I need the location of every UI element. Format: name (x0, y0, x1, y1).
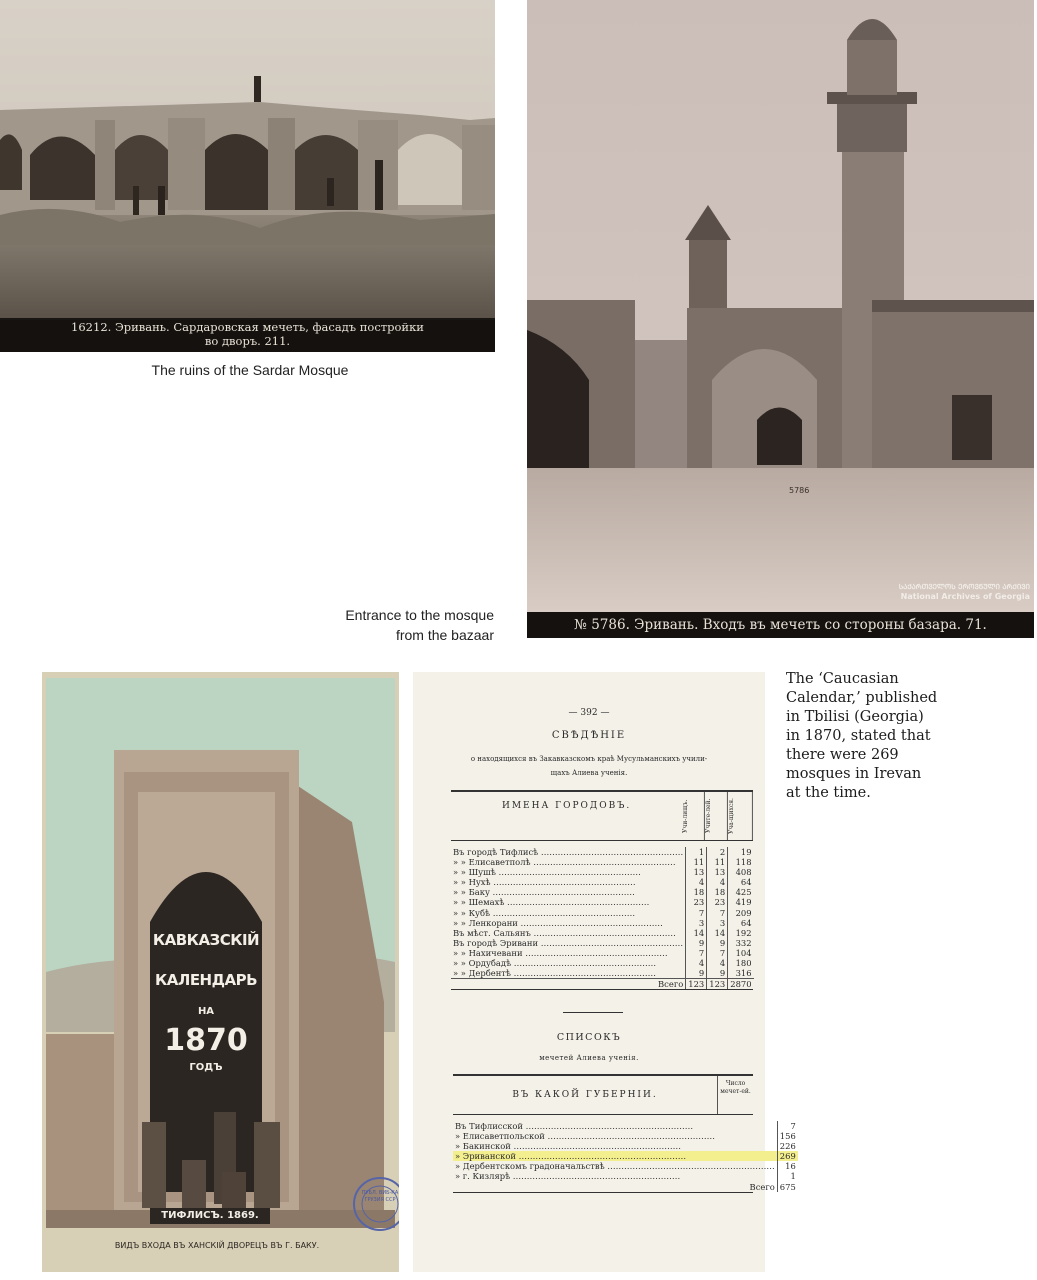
table-row (451, 938, 754, 948)
row-teachers: 18 (707, 887, 728, 897)
table-row (451, 897, 754, 907)
cover-bottom-line: ВИДЪ ВХОДА ВЪ ХАНСКІЙ ДВОРЕЦЪ ВЪ Г. БАКУ. (114, 1241, 320, 1250)
row-label: Въ мѣст. Сальянъ …………………………………………… (453, 927, 676, 938)
row-students: 332 (728, 938, 754, 948)
calendar-cover (42, 672, 399, 1272)
cover-year: 1870 (164, 1023, 248, 1058)
table-row (451, 968, 754, 979)
row-schools: 1 (686, 847, 707, 857)
table-row (451, 847, 754, 857)
table-row (453, 1151, 798, 1161)
row-students: 64 (728, 918, 754, 928)
table-row (453, 1121, 798, 1131)
row-mosque-count: 1 (777, 1171, 798, 1181)
table-row (453, 1171, 798, 1181)
row-label: » » Ленкорани …………………………………………… (453, 917, 663, 928)
schools-header-col3: Уча-щихся. (728, 792, 753, 840)
row-label: » » Кубѣ …………………………………………… (453, 907, 636, 918)
cover-place: ТИФЛИСЪ. 1869. (150, 1208, 270, 1224)
row-schools: 4 (686, 877, 707, 887)
schools-table (451, 790, 753, 990)
row-label: » » Нахичевани …………………………………………… (453, 947, 668, 958)
table-row (451, 877, 754, 887)
row-schools: 7 (686, 908, 707, 918)
bazaar-entrance-image (527, 0, 1034, 638)
row-label: » » Елисаветполѣ …………………………………………… (453, 857, 676, 868)
row-students: 118 (728, 857, 754, 867)
schools-table-body (451, 847, 754, 989)
row-schools: 18 (686, 887, 707, 897)
sardar-mosque-image (0, 0, 495, 352)
row-students: 419 (728, 897, 754, 907)
watermark-line2: National Archives of Georgia (900, 592, 1030, 601)
cover-title-line2: КАЛЕНДАРЬ (154, 971, 258, 989)
row-label: » » Шемахѣ …………………………………………… (453, 897, 650, 908)
note-line: there were 269 (786, 747, 899, 763)
schools-table-header (451, 792, 753, 841)
row-label: » Бакинской …………………………………………………… (455, 1141, 682, 1152)
note-line: in Tbilisi (Georgia) (786, 709, 924, 725)
sardar-photo-strip (0, 318, 495, 352)
bazaar-caption-line2: from the bazaar (395, 627, 494, 643)
sardar-caption: The ruins of the Sardar Mosque (151, 362, 349, 378)
table-row (451, 908, 754, 918)
note-line: in 1870, stated that (786, 728, 931, 744)
library-stamp: ПУБЛ. ВИБ-КА ГРУЗИЯ ССР (361, 1190, 399, 1203)
row-mosque-count: 156 (777, 1131, 798, 1141)
row-schools: 3 (686, 918, 707, 928)
row-mosque-count: 269 (777, 1151, 798, 1161)
bazaar-caption (300, 605, 494, 645)
schools-header-name: ИМЕНА ГОРОДОВЪ. (501, 801, 632, 811)
row-mosque-count: 16 (777, 1161, 798, 1171)
row-schools: 9 (686, 968, 707, 979)
mosques-table (453, 1074, 796, 1193)
row-teachers: 9 (707, 968, 728, 979)
row-schools: 23 (686, 897, 707, 907)
cover-title (150, 920, 262, 1078)
row-label: » Эриванской …………………………………………………… (455, 1151, 687, 1162)
watermark-line1: ᲡᲐᲥᲐᲠᲗᲕᲔᲚᲝᲡ ᲔᲠᲝᲕᲜᲣᲚᲘ ᲐᲠᲥᲘᲕᲘ (898, 583, 1030, 591)
separator-rule (563, 1012, 623, 1013)
row-schools: 11 (686, 857, 707, 867)
row-teachers: 14 (707, 928, 728, 938)
row-teachers: 123 (707, 979, 728, 990)
calendar-page-scan (413, 672, 796, 1272)
table-row (453, 1182, 798, 1192)
table-row (451, 887, 754, 897)
row-students: 19 (728, 847, 754, 857)
row-students: 2870 (728, 979, 754, 990)
row-teachers: 2 (707, 847, 728, 857)
row-teachers: 7 (707, 908, 728, 918)
row-label: Всего (658, 979, 684, 990)
schools-header-col1: Учи-лищъ. (682, 792, 705, 840)
row-label: » » Баку …………………………………………… (453, 887, 635, 898)
row-label: » » Шушѣ …………………………………………… (453, 867, 641, 878)
sardar-mosque-photo (0, 0, 495, 352)
table-row (453, 1131, 798, 1141)
table-row (451, 857, 754, 867)
subheading1-line1: о находящихся въ Закавказскомъ краѣ Мусульманскихъ учили- (470, 755, 708, 763)
table-row (451, 918, 754, 928)
negative-mark: 5786 (789, 486, 810, 495)
row-label: Въ Тифлисской …………………………………………………… (455, 1121, 694, 1131)
subheading-spisok: мечетей Алиева ученія. (539, 1054, 639, 1062)
row-teachers: 7 (707, 948, 728, 958)
row-teachers: 23 (707, 897, 728, 907)
note-line: Calendar,’ published (786, 690, 938, 706)
row-teachers: 11 (707, 857, 728, 867)
row-mosque-count: 226 (777, 1141, 798, 1151)
note-line: mosques in Irevan (786, 766, 922, 782)
table-row (453, 1141, 798, 1151)
cover-na: НА (197, 1006, 215, 1017)
row-label: » » Ордубадѣ …………………………………………… (453, 958, 657, 969)
row-label: Всего (749, 1181, 775, 1192)
bazaar-entrance-photo (527, 0, 1034, 638)
table-row (451, 948, 754, 958)
row-teachers: 9 (707, 938, 728, 948)
row-schools: 4 (686, 958, 707, 968)
note-line: The ‘Caucasian (786, 671, 899, 687)
mosques-header-name: ВЪ КАКОЙ ГУБЕРНІИ. (512, 1090, 658, 1100)
row-label: Въ городѣ Тифлисѣ …………………………………………… (453, 847, 684, 857)
row-teachers: 4 (707, 958, 728, 968)
table-row (453, 1161, 798, 1171)
strip-text-line2: во дворъ. 211. (204, 334, 291, 348)
archive-watermark (899, 582, 1030, 602)
row-students: 425 (728, 887, 754, 897)
row-students: 408 (728, 867, 754, 877)
row-schools: 14 (686, 928, 707, 938)
cover-title-line1: КАВКАЗСКІЙ (152, 931, 260, 949)
row-teachers: 4 (707, 877, 728, 887)
mosques-table-header (453, 1076, 753, 1115)
subheading1-line2: щахъ Алиева ученія. (550, 769, 628, 777)
row-label: » Елисаветпольской …………………………………………………… (455, 1131, 716, 1142)
row-teachers: 13 (707, 867, 728, 877)
row-schools: 123 (686, 979, 707, 990)
bazaar-photo-strip: № 5786. Эривань. Входъ въ мечеть со стороны базара. 71. (527, 612, 1034, 638)
mosques-header-col: Число мечет-ей. (717, 1076, 753, 1114)
row-mosque-count: 675 (777, 1182, 798, 1192)
row-teachers: 3 (707, 918, 728, 928)
cover-god: ГОДЪ (189, 1062, 223, 1073)
row-label: » » Дербентѣ …………………………………………… (453, 968, 656, 979)
row-schools: 13 (686, 867, 707, 877)
mosques-table-body (453, 1121, 798, 1192)
row-students: 209 (728, 908, 754, 918)
subheading-svedenie (433, 752, 745, 780)
heading-svedenie: СВѢДѢНІЕ (551, 730, 627, 741)
page-number: — 392 — (568, 708, 610, 718)
table-row (451, 958, 754, 968)
row-students: 192 (728, 928, 754, 938)
note-line: at the time. (786, 785, 871, 801)
row-label: » Дербентскомъ градоначальствѣ …………………………………………………… (455, 1161, 775, 1172)
strip-text-line1: 16212. Эривань. Сардаровская мечеть, фасадъ постройки (71, 320, 424, 334)
row-students: 180 (728, 958, 754, 968)
bazaar-caption-line1: Entrance to the mosque (345, 607, 494, 623)
row-label: » г. Кизлярѣ …………………………………………………… (455, 1171, 681, 1182)
table-row (451, 979, 754, 990)
calendar-note (786, 670, 986, 803)
table-row (451, 867, 754, 877)
row-mosque-count: 7 (777, 1121, 798, 1131)
row-schools: 9 (686, 938, 707, 948)
row-students: 316 (728, 968, 754, 979)
schools-header-col2: Учите-лей. (705, 792, 728, 840)
row-schools: 7 (686, 948, 707, 958)
row-students: 104 (728, 948, 754, 958)
table-row (451, 928, 754, 938)
row-label: » » Нухѣ …………………………………………… (453, 877, 636, 888)
row-students: 64 (728, 877, 754, 887)
row-label: Въ городѣ Эривани …………………………………………… (453, 937, 684, 948)
heading-spisok: СПИСОКЪ (556, 1032, 622, 1043)
